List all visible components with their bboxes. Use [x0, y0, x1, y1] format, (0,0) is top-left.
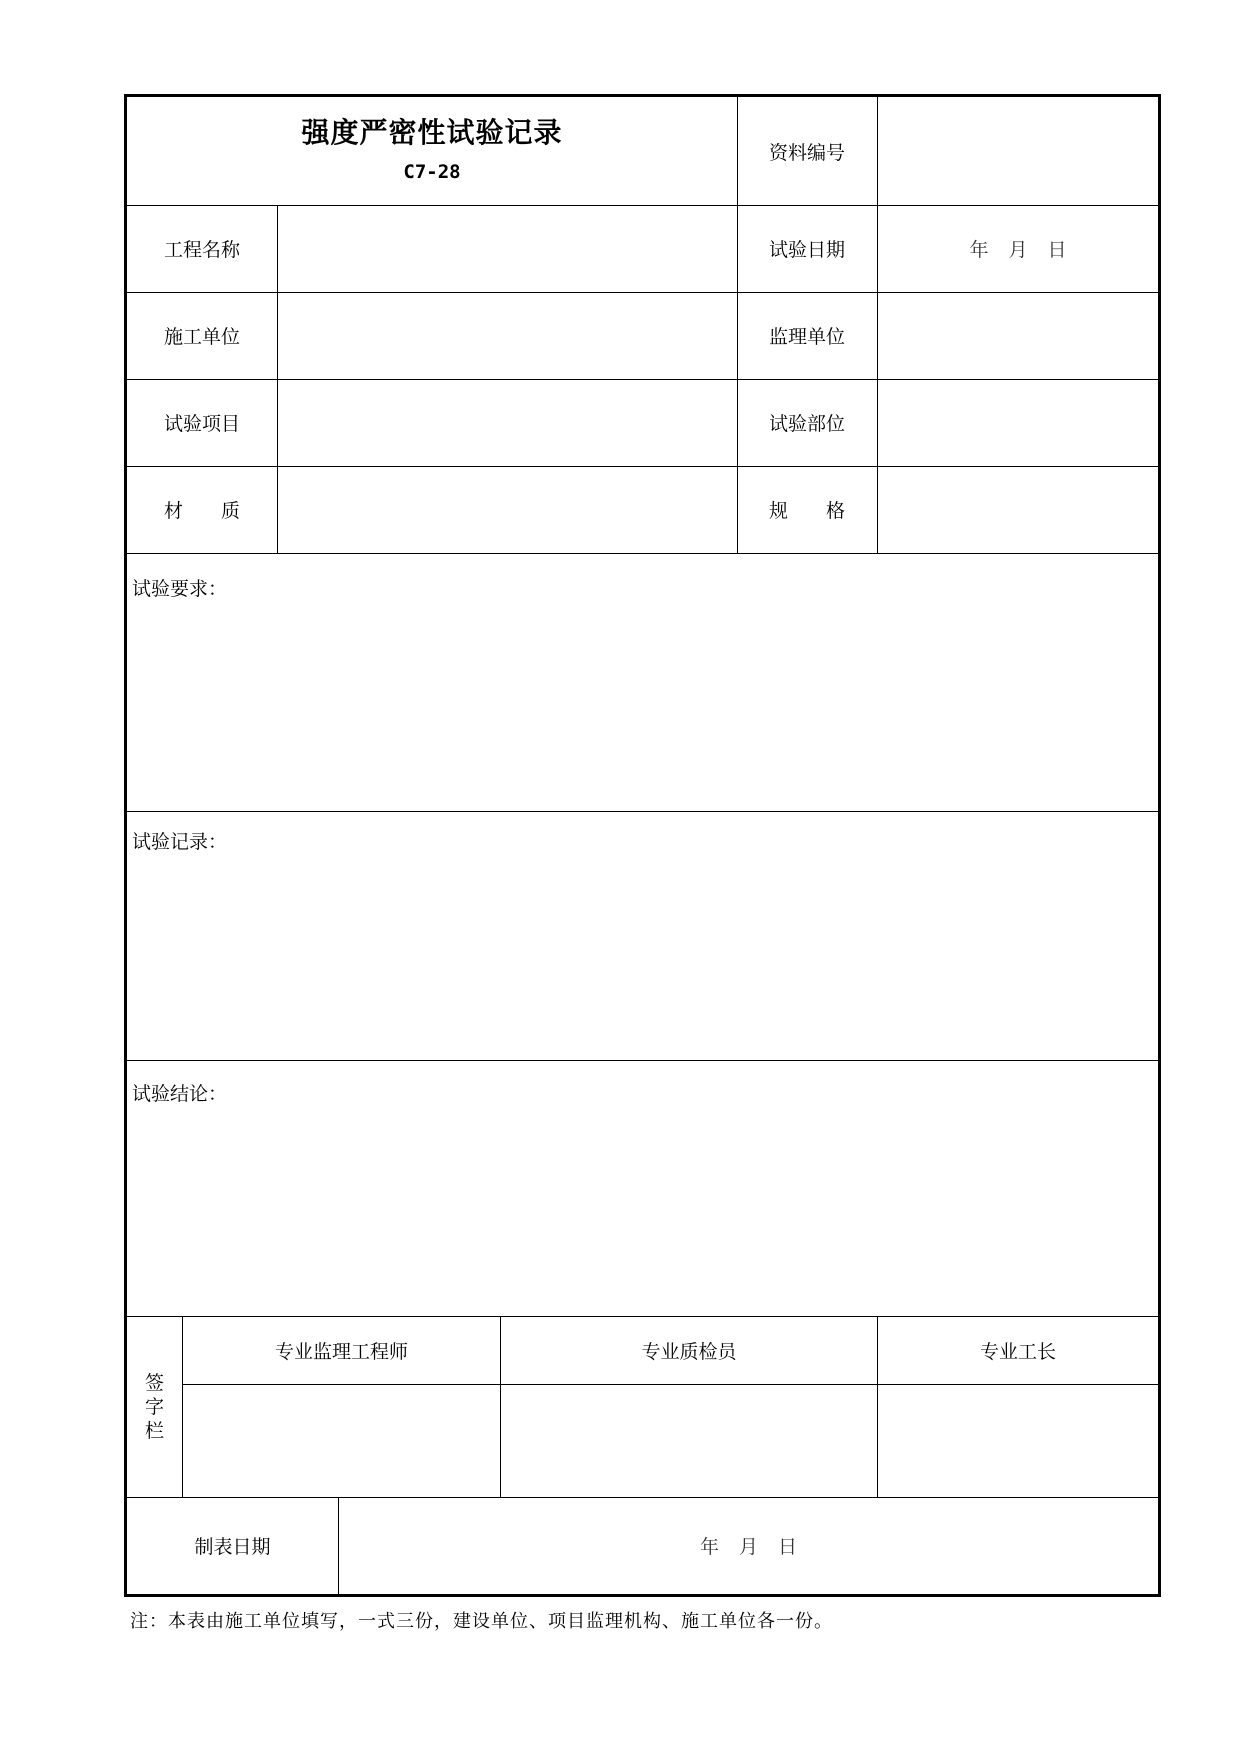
- spec-label-char1: 规: [768, 500, 788, 522]
- form-code: C7-28: [403, 161, 461, 183]
- material-label: [127, 466, 277, 553]
- test-date-day: 日: [1047, 239, 1067, 261]
- test-date-label: 试验日期: [768, 239, 845, 261]
- test-part-label: 试验部位: [768, 413, 845, 435]
- test-date-field[interactable]: [878, 205, 1158, 292]
- signature-label-char: 签: [144, 1371, 164, 1394]
- made-date-field[interactable]: [339, 1497, 1158, 1594]
- footnote: 注：本表由施工单位填写，一式三份，建设单位、项目监理机构、施工单位各一份。: [130, 1611, 833, 1632]
- spec-label: [737, 466, 877, 553]
- quality-inspector-label: 专业质检员: [641, 1340, 737, 1363]
- project-name-label: 工程名称: [163, 239, 240, 261]
- supervisor-label: 监理单位: [768, 326, 845, 348]
- record-area[interactable]: [127, 855, 1158, 1059]
- row-divider: [127, 553, 1158, 554]
- test-item-label: 试验项目: [163, 413, 240, 435]
- test-item-field[interactable]: [278, 379, 737, 466]
- test-part-field[interactable]: [878, 379, 1158, 466]
- supervision-engineer-label: 专业监理工程师: [274, 1340, 408, 1363]
- material-field[interactable]: [278, 466, 737, 553]
- supervision-engineer-signature[interactable]: [183, 1385, 500, 1497]
- made-date-day: 日: [778, 1536, 798, 1558]
- test-date-month: 月: [1008, 239, 1028, 261]
- made-date-year: 年: [699, 1536, 719, 1558]
- contractor-field[interactable]: [278, 292, 737, 379]
- test-date-year: 年: [969, 239, 989, 261]
- foreman-label: 专业工长: [979, 1340, 1056, 1363]
- requirements-label: 试验要求：: [132, 578, 228, 600]
- conclusion-label: 试验结论：: [132, 1083, 228, 1105]
- material-label-char1: 材: [163, 500, 183, 522]
- project-name-field[interactable]: [278, 205, 737, 292]
- doc-no-field[interactable]: [878, 97, 1158, 205]
- made-date-label: 制表日期: [194, 1536, 271, 1558]
- quality-inspector-signature[interactable]: [501, 1385, 877, 1497]
- foreman-signature[interactable]: [878, 1385, 1158, 1497]
- form-title: 强度严密性试验记录: [301, 116, 563, 149]
- spec-field[interactable]: [878, 466, 1158, 553]
- row-divider: [127, 1060, 1158, 1061]
- material-label-char2: 质: [221, 500, 241, 522]
- test-record-form: [124, 94, 1161, 1597]
- doc-no-label: 资料编号: [768, 141, 845, 164]
- spec-label-char2: 格: [826, 500, 846, 522]
- record-label: 试验记录：: [132, 831, 228, 853]
- made-date-month: 月: [738, 1536, 758, 1558]
- supervisor-field[interactable]: [878, 292, 1158, 379]
- contractor-label: 施工单位: [163, 326, 240, 348]
- signature-label-char: 字: [144, 1395, 164, 1418]
- requirements-area[interactable]: [127, 602, 1158, 810]
- signature-column-label: [127, 1316, 182, 1497]
- row-divider: [127, 811, 1158, 812]
- signature-label-char: 栏: [144, 1419, 164, 1442]
- conclusion-area[interactable]: [127, 1107, 1158, 1315]
